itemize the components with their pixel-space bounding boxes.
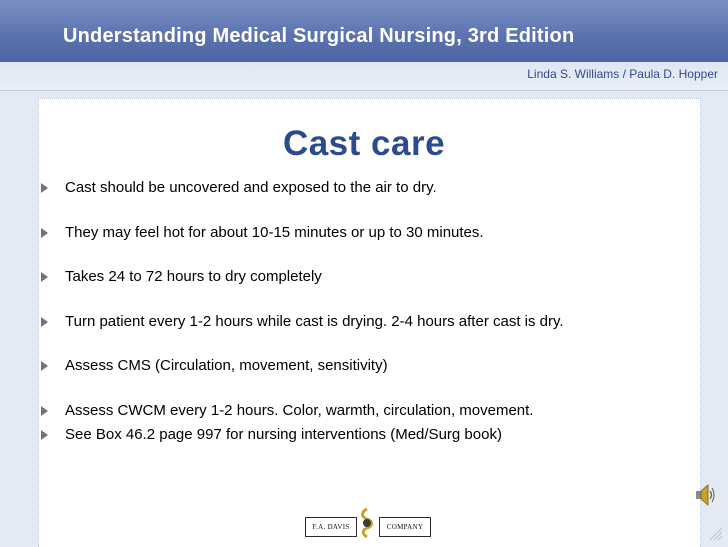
fa-davis-logo [305, 508, 431, 538]
corner-grip-icon [708, 526, 724, 542]
header-bar [0, 0, 728, 62]
triangle-bullet-icon [41, 228, 48, 238]
triangle-bullet-icon [41, 406, 48, 416]
slide-title: Cast care [282, 124, 446, 163]
bullet-text: Assess CMS (Circulation, movement, sensitivity) [65, 357, 388, 374]
triangle-bullet-icon [41, 183, 48, 193]
speaker-icon[interactable] [694, 482, 716, 508]
logo-emblem-icon [355, 508, 379, 538]
authors-label: Linda S. Williams / Paula D. Hopper [527, 67, 718, 81]
triangle-bullet-icon [41, 361, 48, 371]
bullet-text: They may feel hot for about 10-15 minutes or up to 30 minutes. [65, 224, 484, 241]
bullet-text: Takes 24 to 72 hours to dry completely [65, 268, 322, 285]
triangle-bullet-icon [41, 430, 48, 440]
bullet-text: Assess CWCM every 1-2 hours. Color, warmth, circulation, movement. [65, 402, 534, 419]
book-title: Understanding Medical Surgical Nursing, 3rd Edition [63, 25, 575, 47]
bullet-text: Turn patient every 1-2 hours while cast is drying. 2-4 hours after cast is dry. [65, 313, 564, 330]
bullet-text: Cast should be uncovered and exposed to the air to dry. [65, 179, 437, 196]
bullet-text: See Box 46.2 page 997 for nursing interventions (Med/Surg book) [65, 426, 502, 443]
logo-right-label: COMPANY [379, 517, 431, 537]
triangle-bullet-icon [41, 317, 48, 327]
logo-left-label: F.A. DAVIS [305, 517, 357, 537]
triangle-bullet-icon [41, 272, 48, 282]
